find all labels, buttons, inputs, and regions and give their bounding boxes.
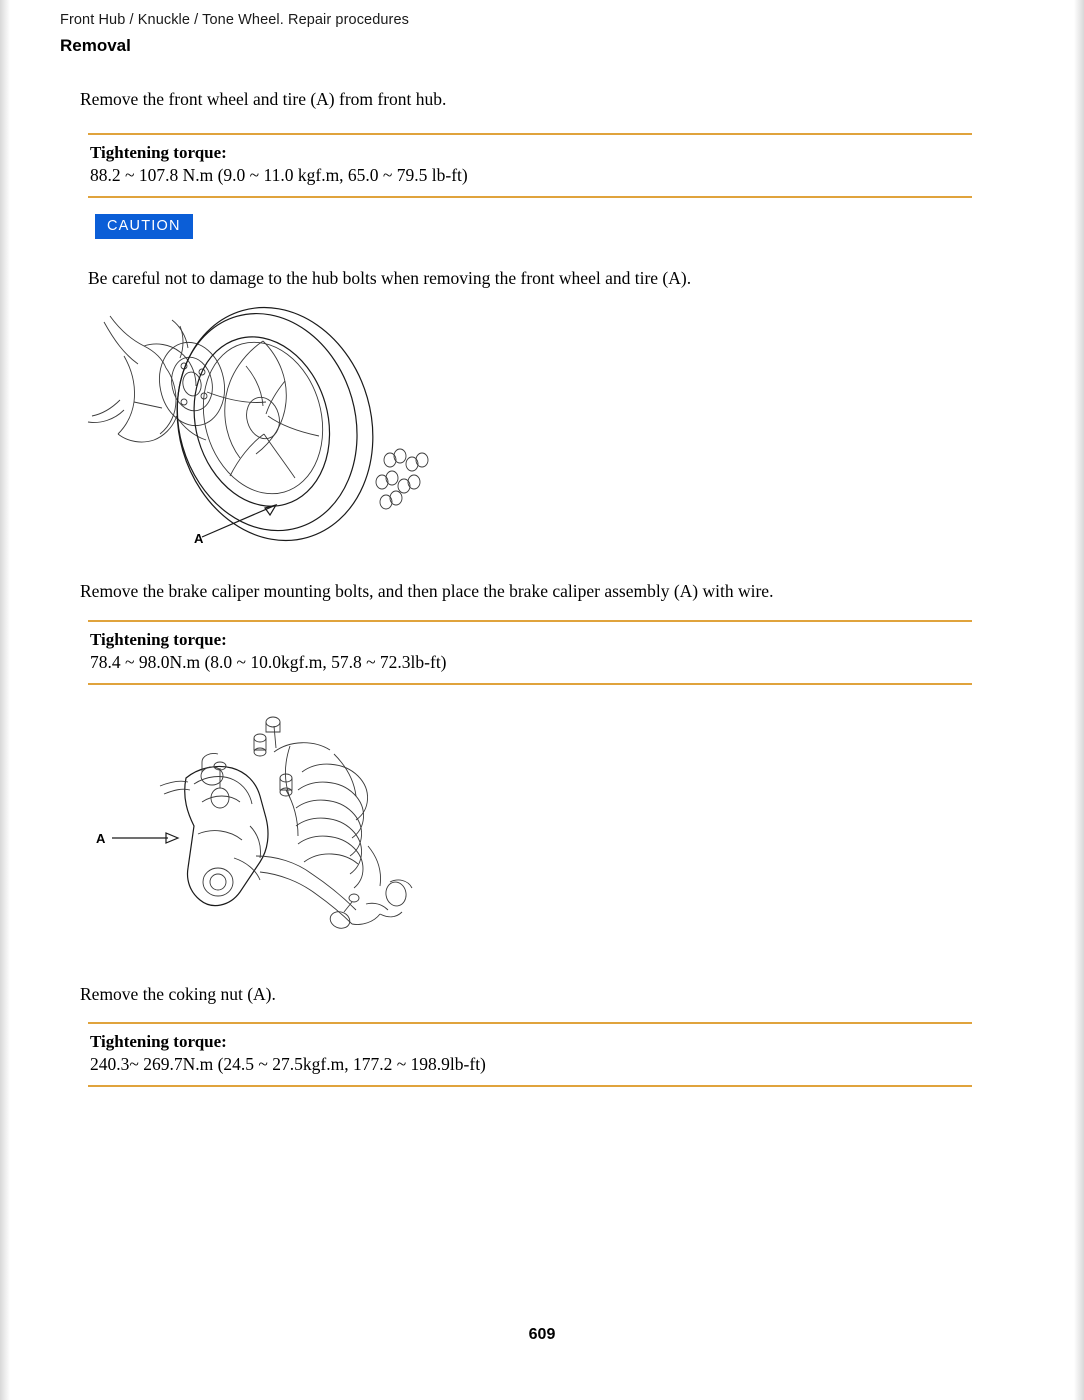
- page-edge-left-shadow: [0, 0, 10, 1400]
- torque-spec-1: [88, 133, 972, 198]
- brake-caliper-assembly-diagram: [90, 706, 450, 956]
- page-edge-right-shadow: [1074, 0, 1084, 1400]
- figure-2-callout-a: A: [96, 831, 106, 846]
- torque-spec-2: [88, 620, 972, 685]
- front-wheel-and-tire-diagram: [80, 296, 460, 566]
- step-3-text: Remove the coking nut (A).: [80, 984, 276, 1004]
- torque-label-1: Tightening torque:: [90, 143, 227, 162]
- torque-value-2: 78.4 ~ 98.0N.m (8.0 ~ 10.0kgf.m, 57.8 ~ 72.3lb-ft): [90, 652, 447, 672]
- torque-label-3: Tightening torque:: [90, 1032, 227, 1051]
- caution-text: Be careful not to damage to the hub bolts when removing the front wheel and tire (A).: [88, 268, 692, 288]
- step-1-text: Remove the front wheel and tire (A) from front hub.: [80, 89, 447, 109]
- torque-value-3: 240.3~ 269.7N.m (24.5 ~ 27.5kgf.m, 177.2 ~ 198.9lb-ft): [90, 1054, 486, 1074]
- figure-1-callout-a: A: [194, 531, 204, 546]
- torque-spec-3: [88, 1022, 972, 1087]
- page-number: 609: [528, 1326, 556, 1343]
- step-2-text: Remove the brake caliper mounting bolts, and then place the brake caliper assembly (A) with wire.: [80, 581, 774, 601]
- torque-value-1: 88.2 ~ 107.8 N.m (9.0 ~ 11.0 kgf.m, 65.0 ~ 79.5 lb-ft): [90, 165, 468, 185]
- caution-badge: CAUTION: [95, 214, 193, 239]
- breadcrumb: Front Hub / Knuckle / Tone Wheel. Repair procedures: [60, 12, 409, 28]
- page-title: Removal: [60, 36, 131, 55]
- torque-label-2: Tightening torque:: [90, 630, 227, 649]
